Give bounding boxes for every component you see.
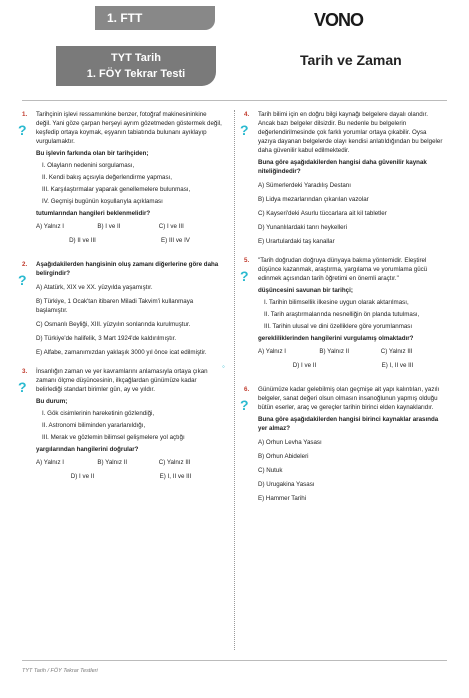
header-divider	[22, 100, 447, 101]
option-b[interactable]: B) Orhun Abideleri	[258, 453, 309, 460]
option-e[interactable]: E) Urartulardaki taş kanallar	[258, 238, 335, 245]
option-e[interactable]: E) III ve IV	[161, 237, 190, 244]
question-number: 3.	[22, 368, 28, 375]
logo-text: VONO	[314, 10, 364, 30]
section-tab: 1. FTT	[95, 6, 215, 30]
option-e[interactable]: E) I, II ve III	[381, 362, 414, 369]
statement-item: IV. Geçmişi bugünün koşullarıyla açıklaması	[42, 198, 163, 205]
answer-options	[258, 347, 444, 375]
question-prompt: Buna göre aşağıdakilerden hangisi birinci kaynaklar arasında yer almaz?	[258, 416, 439, 432]
side-marker-icon: ◦	[222, 362, 225, 371]
statement-item: II. Astronomi biliminden yararlanıldığı,	[42, 422, 146, 429]
option-e[interactable]: E) Hammer Tarihi	[258, 495, 307, 502]
question-mark-icon: ?	[240, 122, 249, 138]
top-bar	[0, 0, 469, 40]
option-c[interactable]: C) Yalnız III	[158, 459, 191, 466]
question-prompt: Aşağıdakilerden hangisinin oluş zamanı diğerlerine göre daha belirgindir?	[36, 261, 219, 277]
option-b[interactable]: B) Lidya mezarlarından çıkarılan vazolar	[258, 196, 369, 203]
option-b[interactable]: B) I ve II	[97, 223, 121, 230]
question-6	[240, 385, 444, 503]
option-a[interactable]: A) Yalnız I	[36, 459, 64, 466]
question-number: 2.	[22, 261, 28, 268]
option-e[interactable]: E) Alfabe, zamanımızdan yaklaşık 3000 yıl önce icat edilmiştir.	[36, 349, 207, 356]
option-c[interactable]: C) I ve III	[158, 223, 184, 230]
option-d[interactable]: D) Yunanlılardaki tanrı heykelleri	[258, 224, 347, 231]
right-column	[240, 110, 444, 513]
option-d[interactable]: D) I ve II	[70, 473, 95, 480]
option-d[interactable]: D) II ve III	[69, 237, 96, 244]
option-d[interactable]: D) Urugakina Yasası	[258, 481, 315, 488]
subject-title: Tarih ve Zaman	[300, 52, 402, 68]
test-title-line1: TYT Tarih	[111, 52, 161, 64]
statement-item: III. Tarihin ulusal ve dini özelliklere göre yorumlanması	[264, 323, 413, 330]
question-number: 1.	[22, 111, 28, 118]
question-text: Tarih bilimi için en doğru bilgi kaynağı belgelere dayalı olandır. Ancak bazı belgeler dilsizdir. Bu nedenle bu belgelerin değerlendirilmesinde çok farklı yorumlar ortaya çıkabilir. Oysa yazıya dayanan belgelerde olayı kendisi anlatıldığından bu belgeler daha güvenilir kabul edilmektedir.	[258, 111, 443, 154]
question-1	[18, 110, 222, 250]
question-mark-icon: ?	[240, 268, 249, 284]
statement-item: I. Olayların nedenini sorgulaması,	[42, 162, 135, 169]
option-a[interactable]: A) Yalnız I	[258, 348, 286, 355]
answer-options	[36, 458, 222, 486]
question-5	[240, 256, 444, 375]
question-ask: gerekliliklerinden hangilerini vurgulamış olmaktadır?	[258, 335, 414, 342]
question-mark-icon: ?	[18, 272, 27, 288]
option-b[interactable]: B) Yalnız II	[319, 348, 350, 355]
question-prompt: Buna göre aşağıdakilerden hangisi daha güvenilir kaynak niteliğindedir?	[258, 159, 427, 175]
question-2	[18, 260, 222, 357]
question-mark-icon: ?	[18, 122, 27, 138]
option-a[interactable]: A) Orhun Levha Yasası	[258, 439, 322, 446]
option-a[interactable]: A) Atatürk, XIX ve XX. yüzyılda yaşamıştır.	[36, 284, 153, 291]
option-d[interactable]: D) Türkiye'de halifelik, 3 Mart 1924'de kaldırılmıştır.	[36, 335, 177, 342]
left-column	[18, 110, 222, 496]
question-prompt: Bu durum;	[36, 398, 68, 405]
question-text: İnsanlığın zaman ve yer kavramlarını anlamasıyla ortaya çıkan zamanı ölçme düşüncesinin, ilkçağlardan günümüze kadar belirlediği standart birimler gün, ay ve yıldır.	[36, 368, 208, 393]
question-mark-icon: ?	[240, 397, 249, 413]
footer-text: TYT Tarih / FÖY Tekrar Testleri	[22, 668, 98, 674]
brand-logo	[314, 10, 363, 31]
option-c[interactable]: C) Osmanlı Beyliği, XIII. yüzyılın sonlarında kurulmuştur.	[36, 321, 191, 328]
statement-item: I. Tarihin bilimsellik ilkesine uygun olarak aktarılması,	[264, 299, 409, 306]
option-d[interactable]: D) I ve II	[292, 362, 317, 369]
footer-divider	[22, 660, 447, 661]
question-text: "Tarih doğrudan doğruya dünyaya bakma yöntemidir. Eleştirel düşünce kazanmak, araştırma, yargılama ve yorumlama gücü edinmek açısından tarih öğretimi en önemli araçtır."	[258, 257, 428, 282]
option-b[interactable]: B) Türkiye, 1 Ocak'tan itibaren Miladi Takvim'i kullanmaya başlamıştır.	[36, 298, 194, 314]
test-title-box	[56, 46, 216, 86]
page-header	[0, 42, 469, 88]
statement-item: II. Kendi bakış açısıyla değerlendirme yapması,	[42, 174, 173, 181]
statement-item: II. Tarih araştırmalarında nesnelliğin ön planda tutulması,	[264, 311, 420, 318]
question-prompt: düşüncesini savunan bir tarihçi;	[258, 287, 353, 294]
question-4	[240, 110, 444, 246]
question-ask: tutumlarından hangileri beklenmelidir?	[36, 210, 151, 217]
column-divider	[234, 110, 235, 650]
option-c[interactable]: C) Kayseri'deki Asurlu tüccarlara ait kil tabletler	[258, 210, 387, 217]
option-b[interactable]: B) Yalnız II	[97, 459, 128, 466]
option-c[interactable]: C) Nutuk	[258, 467, 283, 474]
question-text: Tarihçinin işlevi ressamınkine benzer, fotoğraf makinesininkine değil. Yani göze çarpan herşeyi ayrım gözetmeden göstermek değil, keşfedip ortaya koymak, eşyanın tabiatında bulunanı ayıklayıp vurgulamaktır.	[36, 111, 222, 145]
option-a[interactable]: A) Yalnız I	[36, 223, 64, 230]
option-e[interactable]: E) I, II ve III	[159, 473, 192, 480]
statement-item: III. Karşılaştırmalar yaparak genellemelere bulunması,	[42, 186, 191, 193]
option-a[interactable]: A) Sümerlerdeki Yaradılış Destanı	[258, 182, 351, 189]
statement-item: I. Gök cisimlerinin hareketinin gözlendiği,	[42, 410, 155, 417]
question-number: 6.	[244, 386, 250, 393]
test-title-line2: 1. FÖY Tekrar Testi	[86, 68, 186, 80]
answer-options	[36, 222, 222, 250]
statement-item: III. Merak ve gözlemin bilimsel gelişmelere yol açtığı	[42, 434, 185, 441]
question-text: Günümüze kadar gelebilmiş olan geçmişe ait yapı kalıntıları, yazılı belgeler, sanat değeri olsun olmasın insanoğlunun yapmış olduğu bütün eserler, araç ve gereçler tarihin birinci elden kaynaklarıdır.	[258, 386, 440, 411]
question-mark-icon: ?	[18, 379, 27, 395]
question-number: 4.	[244, 111, 250, 118]
question-prompt: Bu işlevin farkında olan bir tarihçiden;	[36, 150, 149, 157]
question-number: 5.	[244, 257, 250, 264]
question-3	[18, 367, 222, 486]
question-ask: yargılarından hangilerini doğrular?	[36, 446, 139, 453]
option-c[interactable]: C) Yalnız III	[380, 348, 413, 355]
